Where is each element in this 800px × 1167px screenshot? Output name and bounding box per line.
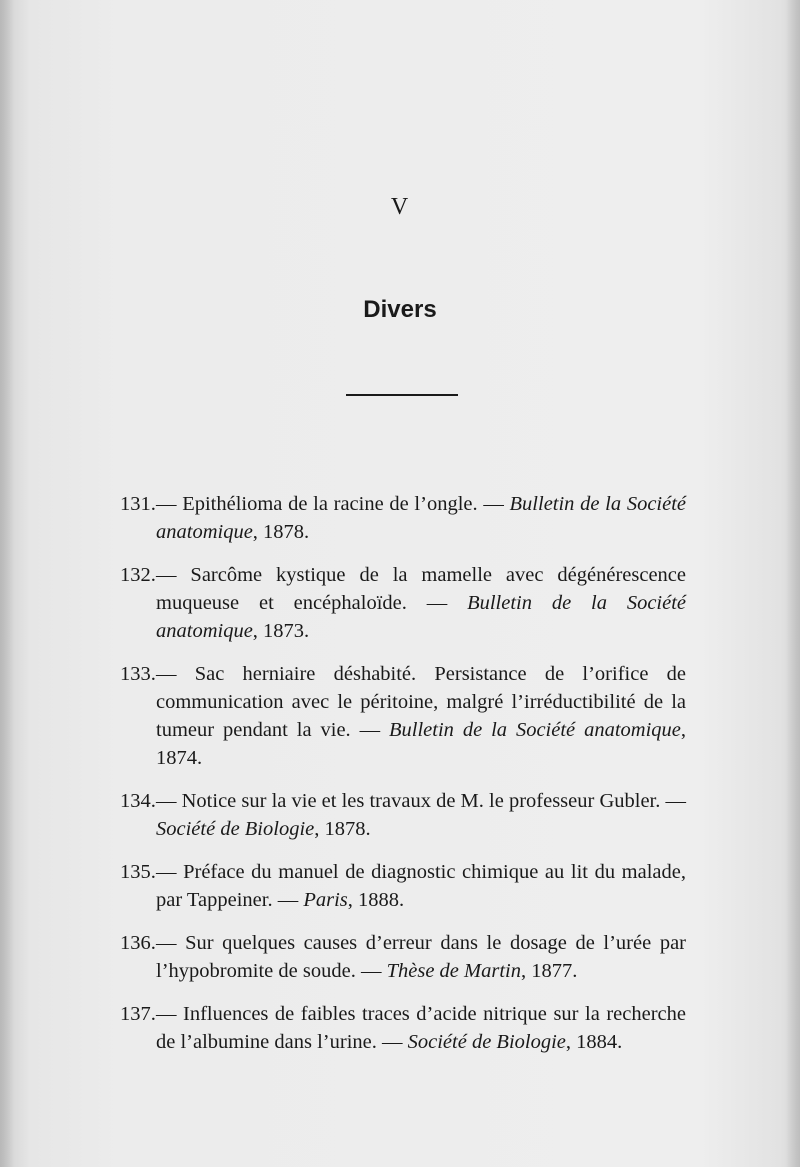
entry-year: , 1873. [252,620,310,642]
entry-year: , 1888. [347,889,405,911]
entry-body [156,929,686,985]
bibliography-entry [120,929,686,985]
page-left-shadow [0,0,14,1167]
entry-source: Bulletin de la Société anatomique [389,719,681,741]
bibliography-entry [120,660,686,772]
entry-year: , 1878. [314,818,371,840]
bibliography-entry [120,490,686,546]
entry-text: — Notice sur la vie et les travaux de M. le professeur Gubler. — [156,790,686,812]
entry-source: Société de Biologie [156,818,315,840]
entry-number: 131. [120,493,156,515]
entry-source: Thèse de Martin [386,960,521,982]
entry-body [156,858,686,914]
entry-number: 137. [120,1003,156,1025]
page-right-shadow [786,0,800,1167]
entry-year: , 1884. [565,1031,623,1053]
entry-number: 134. [120,790,156,812]
entry-source: Paris [303,889,348,911]
entry-number: 136. [120,932,156,954]
entry-body [156,1000,686,1056]
section-numeral: V [390,194,410,220]
entry-year: , 1878. [252,521,310,543]
entry-body [156,660,686,772]
entry-source: Bulletin de la Société anatomique [156,592,687,642]
bibliography-entry [120,858,686,914]
section-divider [346,394,458,396]
entry-text: — Sur quelques causes d’erreur dans le dosage de l’urée par l’hypobromite de soude. — [156,932,686,982]
entry-number: 135. [120,861,156,883]
bibliography-entry [120,787,686,843]
bibliography-list [120,490,686,1071]
entry-text: — Influences de faibles traces d’acide nitrique sur la recherche de l’albumine dans l’urine. — [156,1003,686,1053]
entry-text: — Sac herniaire déshabité. Persistance de l’orifice de communication avec le péritoine, malgré l’irréductibilité de la tumeur pendant la vie. — [156,663,686,741]
entry-number: 132. [120,564,156,586]
entry-body [156,561,686,645]
entry-source: Société de Biologie [407,1031,566,1053]
entry-year: , 1874. [156,719,686,769]
bibliography-entry [120,561,686,645]
entry-year: , 1877. [520,960,578,982]
bibliography-entry [120,1000,686,1056]
entry-body [156,787,686,843]
entry-number: 133. [120,663,156,685]
entry-text: — Sarcôme kystique de la mamelle avec dégénérescence muqueuse et encéphaloïde. — [156,564,686,614]
entry-text: — Préface du manuel de diagnostic chimique au lit du malade, par Tappeiner. — [156,861,686,911]
entry-text: — Epithélioma de la racine de l’ongle. — [156,493,504,515]
entry-source: Bulletin de la Société anatomique [156,493,687,543]
section-title: Divers [363,296,437,323]
entry-body [156,490,686,546]
